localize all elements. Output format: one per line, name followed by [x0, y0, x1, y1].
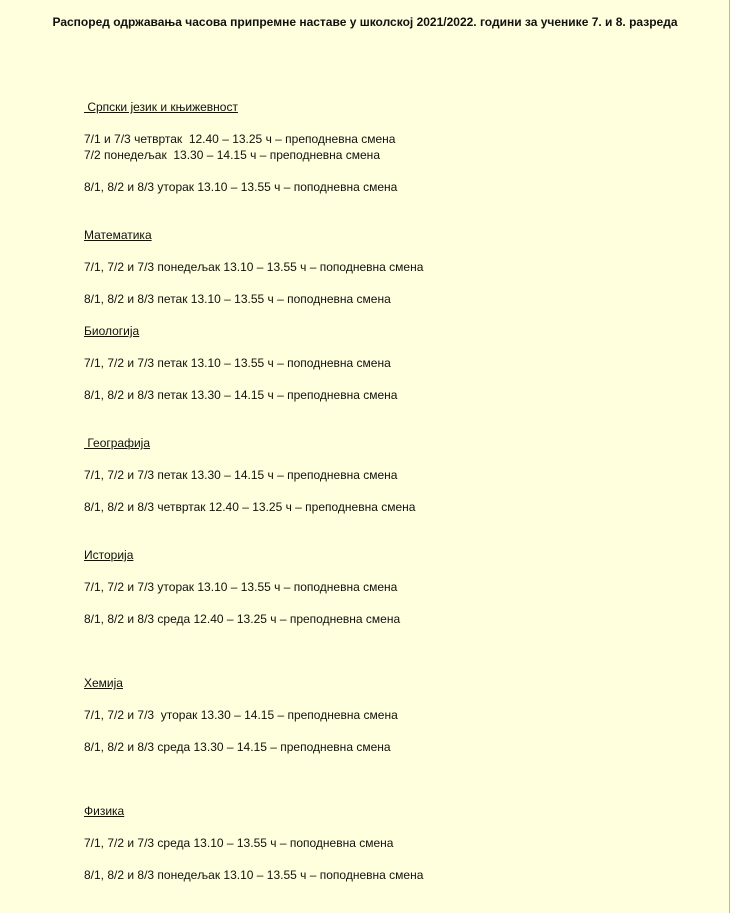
schedule-line: 7/1, 7/2 и 7/3 уторак 13.30 – 14.15 – преподневна смена [84, 708, 398, 722]
schedule-line: 8/1, 8/2 и 8/3 среда 13.30 – 14.15 – преподневна смена [84, 740, 391, 754]
schedule-line: 7/2 понедељак 13.30 – 14.15 ч – преподневна смена [84, 148, 380, 162]
schedule-line: 8/1, 8/2 и 8/3 четвртак 12.40 – 13.25 ч – преподневна смена [84, 500, 416, 514]
schedule-line: 7/1, 7/2 и 7/3 петак 13.10 – 13.55 ч – поподневна смена [84, 356, 391, 370]
schedule-line: 8/1, 8/2 и 8/3 понедељак 13.10 – 13.55 ч – поподневна смена [84, 868, 424, 882]
schedule-line: 7/1, 7/2 и 7/3 уторак 13.10 – 13.55 ч – поподневна смена [84, 580, 398, 594]
subject-heading-chemistry: Хемија [84, 676, 123, 690]
schedule-line: 8/1, 8/2 и 8/3 петак 13.10 – 13.55 ч – поподневна смена [84, 292, 391, 306]
schedule-line: 7/1, 7/2 и 7/3 среда 13.10 – 13.55 ч – поподневна смена [84, 836, 394, 850]
schedule-line: 7/1, 7/2 и 7/3 понедељак 13.10 – 13.55 ч – поподневна смена [84, 260, 424, 274]
subject-heading-physics: Физика [84, 804, 125, 818]
schedule-line: 8/1, 8/2 и 8/3 петак 13.30 – 14.15 ч – преподневна смена [84, 388, 398, 402]
schedule-line: 7/1, 7/2 и 7/3 петак 13.30 – 14.15 ч – преподневна смена [84, 468, 398, 482]
document-title: Распоред одржавања часова припремне наставе у школској 2021/2022. години за ученике 7. и 8. разреда [52, 15, 678, 29]
subject-heading-history: Историја [84, 548, 134, 562]
schedule-line: 8/1, 8/2 и 8/3 уторак 13.10 – 13.55 ч – поподневна смена [84, 180, 398, 194]
schedule-line: 8/1, 8/2 и 8/3 среда 12.40 – 13.25 ч – преподневна смена [84, 612, 401, 626]
schedule-line: 7/1 и 7/3 четвртак 12.40 – 13.25 ч – преподневна смена [84, 132, 396, 146]
subject-heading-math: Математика [84, 228, 152, 242]
subject-heading-biology: Биологија [84, 324, 140, 338]
subject-heading-serbian: Српски језик и књижевност [84, 100, 238, 114]
subject-heading-geography: Географија [84, 436, 151, 450]
